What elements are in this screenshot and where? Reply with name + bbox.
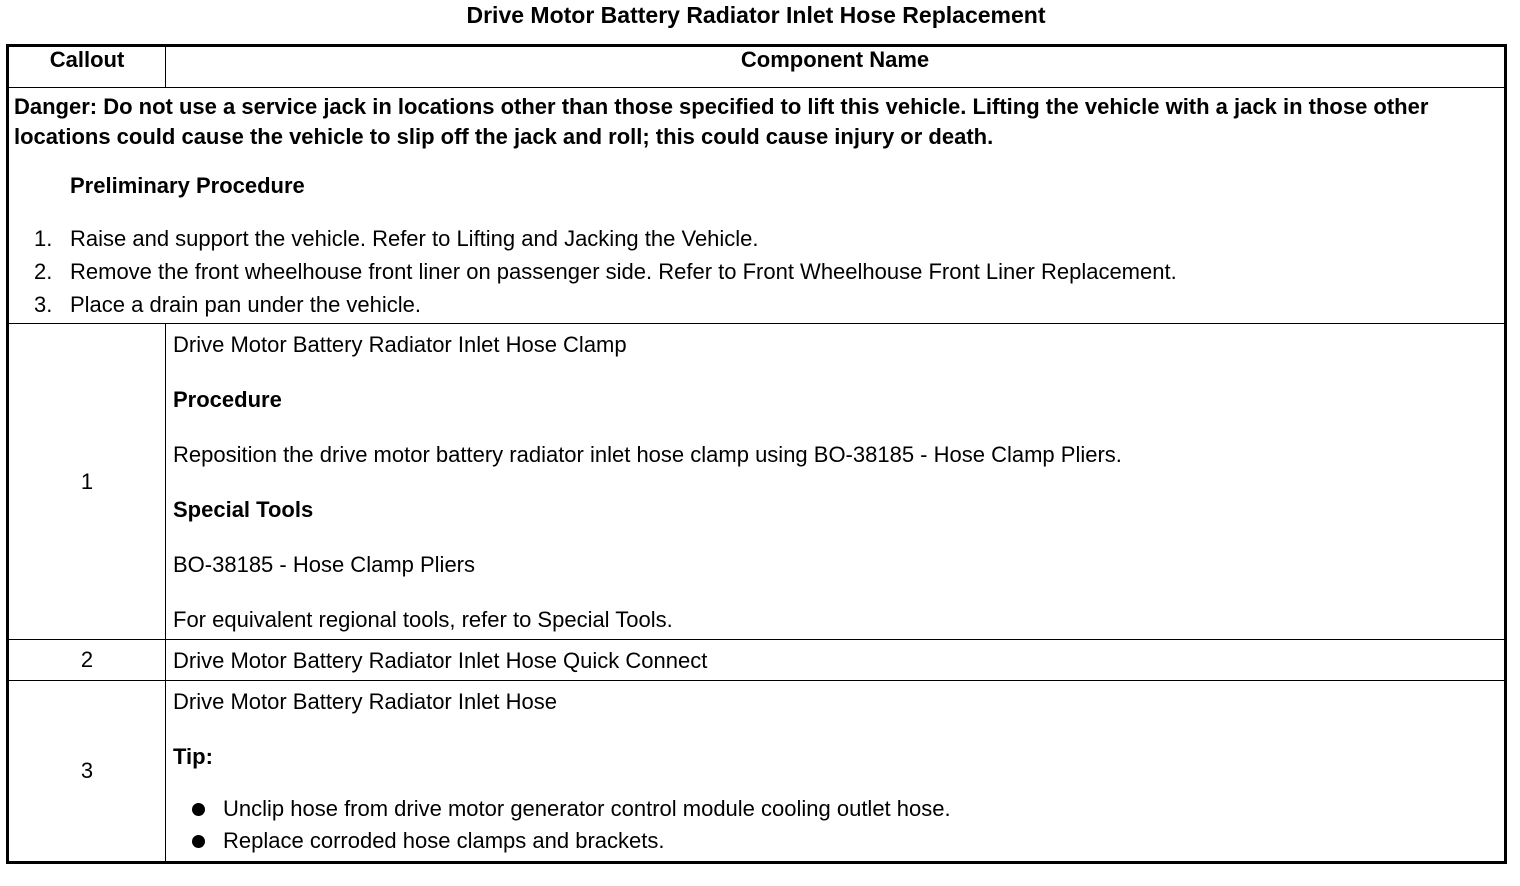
list-item: [173, 825, 1494, 857]
preliminary-heading: Preliminary Procedure: [70, 173, 305, 198]
special-tools-note: For equivalent regional tools, refer to Special Tools.: [173, 607, 673, 632]
component-cell: [166, 640, 1506, 681]
tip-list: [173, 793, 1494, 857]
procedure-heading: Procedure: [173, 387, 282, 412]
special-tools-heading: Special Tools: [173, 497, 314, 522]
component-cell: [166, 324, 1506, 640]
list-item: [173, 793, 1494, 825]
step-text: Remove the front wheelhouse front liner on passenger side. Refer to Front Wheelhouse Front Liner Replacement.: [70, 259, 1177, 284]
tip-text: Replace corroded hose clamps and brackets.: [223, 828, 665, 853]
table-row: [8, 681, 1506, 863]
header-callout: Callout: [8, 46, 166, 88]
component-name: Drive Motor Battery Radiator Inlet Hose Quick Connect: [173, 648, 708, 673]
list-item: [14, 255, 1500, 288]
bullet-icon: [192, 835, 205, 848]
table-row: [8, 640, 1506, 681]
step-number: 3.: [34, 292, 53, 317]
callout-number: 1: [8, 324, 166, 640]
header-component-name: Component Name: [166, 46, 1506, 88]
preliminary-row: [8, 88, 1506, 324]
special-tool: BO-38185 - Hose Clamp Pliers: [173, 552, 476, 577]
component-name: Drive Motor Battery Radiator Inlet Hose: [173, 689, 557, 714]
callout-number: 3: [8, 681, 166, 863]
tip-text: Unclip hose from drive motor generator control module cooling outlet hose.: [223, 796, 951, 821]
step-number: 1.: [34, 226, 53, 251]
component-cell: [166, 681, 1506, 863]
document-title: Drive Motor Battery Radiator Inlet Hose Replacement: [466, 2, 1046, 28]
table-header-row: [8, 46, 1506, 88]
list-item: [14, 222, 1500, 255]
step-text: Raise and support the vehicle. Refer to Lifting and Jacking the Vehicle.: [70, 226, 759, 251]
table-row: [8, 324, 1506, 640]
preliminary-cell: [8, 88, 1506, 324]
step-text: Place a drain pan under the vehicle.: [70, 292, 422, 317]
step-number: 2.: [34, 259, 53, 284]
callout-number: 2: [8, 640, 166, 681]
bullet-icon: [192, 803, 205, 816]
procedure-text: Reposition the drive motor battery radiator inlet hose clamp using BO-38185 - Hose Clamp Pliers.: [173, 442, 1122, 467]
component-name: Drive Motor Battery Radiator Inlet Hose Clamp: [173, 332, 627, 357]
danger-notice: Danger: Do not use a service jack in locations other than those specified to lift this vehicle. Lifting the vehicle with a jack in those other locations could cause the vehicle to slip off the jack and roll; this could cause injury or death.: [14, 94, 1429, 149]
list-item: [14, 288, 1500, 321]
procedure-table: [6, 44, 1507, 864]
tip-heading: Tip:: [173, 744, 213, 769]
preliminary-steps: [14, 222, 1500, 321]
